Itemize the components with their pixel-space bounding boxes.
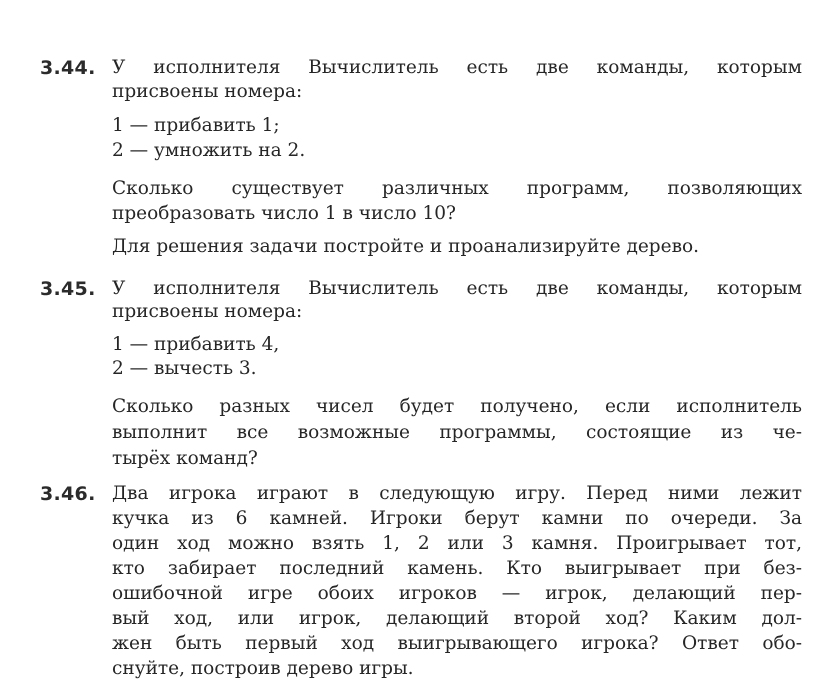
problem-question-line: тырёх команд? [112, 448, 258, 469]
problem-question-line: Сколько существует различных программ, позволяющих [112, 178, 802, 199]
problem-text-line: У исполнителя Вычислитель есть две команды, которым [112, 278, 802, 299]
problem-text-line: жен быть первый ход выигрывающего игрока? Ответ обо- [112, 633, 802, 654]
problem-text-line: ошибочной игре обоих игроков — игрок, делающий пер- [112, 583, 802, 604]
problem-text-line: присвоены номера: [112, 81, 303, 102]
problem-text-line: вый ход, или игрок, делающий второй ход? Каким дол- [112, 608, 802, 629]
command-item: 1 — прибавить 1; [112, 115, 280, 136]
problem-text-line: присвоены номера: [112, 301, 303, 322]
problem-text-line: У исполнителя Вычислитель есть две команды, которым [112, 57, 802, 78]
command-item: 1 — прибавить 4, [112, 334, 280, 355]
command-item: 2 — вычесть 3. [112, 358, 257, 379]
problem-text-line: кучка из 6 камней. Игроки берут камни по очереди. За [112, 508, 802, 529]
problem-text-line: кто забирает последний камень. Кто выигрывает при без- [112, 558, 802, 579]
problem-text-line: снуйте, построив дерево игры. [112, 658, 414, 679]
problem-question-line: выполнит все возможные программы, состоящие из че- [112, 422, 802, 443]
problem-text-line: Два игрока играют в следующую игру. Перед ними лежит [112, 483, 802, 504]
problem-number: 3.45. [40, 278, 96, 300]
problem-number: 3.44. [40, 57, 96, 79]
problem-question-line: Сколько разных чисел будет получено, если исполнитель [112, 396, 802, 417]
problem-number: 3.46. [40, 483, 96, 505]
problem-question-line: преобразовать число 1 в число 10? [112, 203, 456, 224]
command-item: 2 — умножить на 2. [112, 140, 306, 161]
problem-text-line: один ход можно взять 1, 2 или 3 камня. Проигрывает тот, [112, 533, 802, 554]
problem-hint-line: Для решения задачи постройте и проанализируйте дерево. [112, 236, 700, 257]
